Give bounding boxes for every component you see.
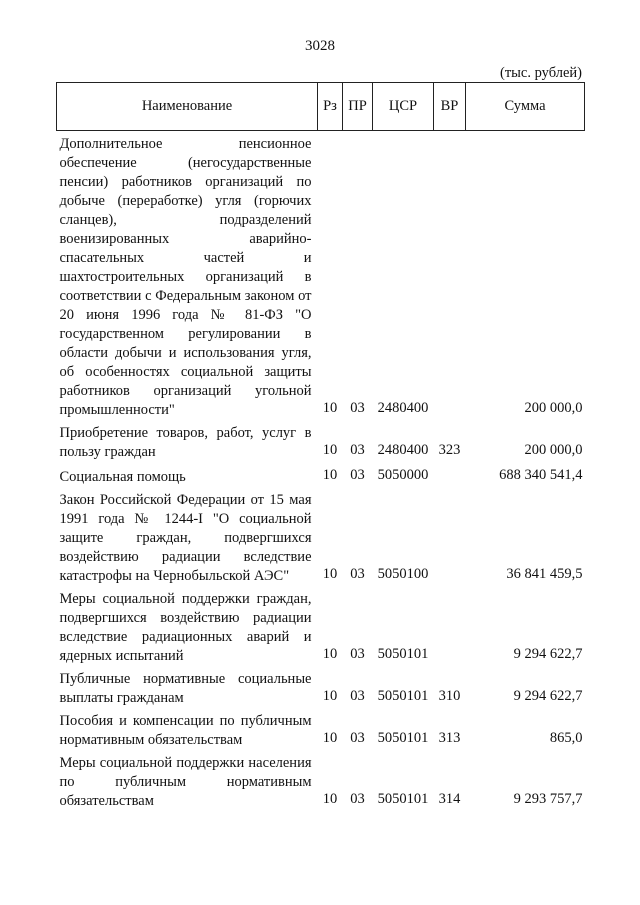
row-name: Меры социальной поддержки населения по публичным нормативным обязательствам	[59, 755, 312, 809]
row-vr	[434, 487, 466, 586]
row-vr	[434, 131, 466, 421]
table-row	[57, 420, 585, 462]
table-row	[57, 666, 585, 708]
table-row	[57, 462, 585, 487]
header-pr: ПР	[343, 83, 373, 131]
row-name: Меры социальной поддержки граждан, подвергшихся воздействию радиации вследствие радиационных аварий и ядерных испытаний	[59, 591, 312, 664]
row-sum: 865,0	[549, 730, 583, 746]
row-vr: 310	[438, 688, 461, 704]
budget-table	[56, 82, 585, 811]
header-rz: Рз	[318, 83, 343, 131]
row-rz: 10	[322, 730, 338, 746]
row-sum: 36 841 459,5	[506, 566, 583, 582]
row-vr	[434, 586, 466, 666]
row-sum: 9 294 622,7	[513, 646, 583, 662]
row-sum: 688 340 541,4	[499, 467, 583, 483]
row-name: Пособия и компенсации по публичным нормативным обязательствам	[59, 713, 312, 748]
row-pr: 03	[350, 688, 365, 704]
row-pr: 03	[350, 467, 365, 483]
row-vr: 323	[438, 442, 461, 458]
header-csr: ЦСР	[373, 83, 434, 131]
row-sum: 200 000,0	[524, 400, 583, 416]
row-csr: 2480400	[377, 400, 429, 416]
row-vr: 313	[438, 730, 461, 746]
row-rz: 10	[322, 646, 338, 662]
row-vr: 314	[438, 791, 461, 807]
row-name: Закон Российской Федерации от 15 мая 1991 года № 1244-I "О социальной защите граждан, подвергшихся воздействию радиации вследствие катастрофы на Чернобыльской АЭС"	[59, 492, 312, 584]
row-rz: 10	[322, 442, 338, 458]
row-csr: 5050101	[377, 646, 429, 662]
row-name: Публичные нормативные социальные выплаты гражданам	[59, 671, 312, 706]
table-row	[57, 131, 585, 421]
row-rz: 10	[322, 688, 338, 704]
row-sum: 9 293 757,7	[513, 791, 583, 807]
table-row	[57, 750, 585, 811]
row-name: Приобретение товаров, работ, услуг в пользу граждан	[59, 425, 312, 460]
table-row	[57, 708, 585, 750]
row-sum: 9 294 622,7	[513, 688, 583, 704]
row-csr: 5050101	[377, 730, 429, 746]
row-csr: 5050101	[377, 688, 429, 704]
page-number: 3028	[305, 38, 335, 54]
row-sum: 200 000,0	[524, 442, 583, 458]
row-csr: 5050101	[377, 791, 429, 807]
row-rz: 10	[322, 791, 338, 807]
row-pr: 03	[350, 400, 365, 416]
row-vr	[434, 462, 466, 487]
table-row	[57, 586, 585, 666]
table-header-row	[57, 83, 585, 131]
row-pr: 03	[350, 442, 365, 458]
row-rz: 10	[322, 467, 338, 483]
units-label: (тыс. рублей)	[500, 65, 582, 81]
row-csr: 5050000	[377, 467, 429, 483]
header-vr: ВР	[434, 83, 466, 131]
row-csr: 5050100	[377, 566, 429, 582]
row-name: Социальная помощь	[59, 469, 186, 485]
row-pr: 03	[350, 791, 365, 807]
row-pr: 03	[350, 646, 365, 662]
header-name: Наименование	[57, 83, 318, 131]
row-name: Дополнительное пенсионное обеспечение (негосударственные пенсии) работников организаций по добыче (переработке) угля (горючих сланцев), подразделений военизированных аварийно-спасательных частей и шахтостроительных организаций в соответствии с Федеральным законом от 20 июня 1996 года № 81-ФЗ "О государственном регулировании в области добычи и использования угля, об особенностях социальной защиты работников организаций угольной промышленности"	[59, 136, 312, 418]
row-rz: 10	[322, 566, 338, 582]
row-rz: 10	[322, 400, 338, 416]
header-sum: Сумма	[466, 83, 585, 131]
row-pr: 03	[350, 566, 365, 582]
table-row	[57, 487, 585, 586]
row-csr: 2480400	[377, 442, 429, 458]
row-pr: 03	[350, 730, 365, 746]
